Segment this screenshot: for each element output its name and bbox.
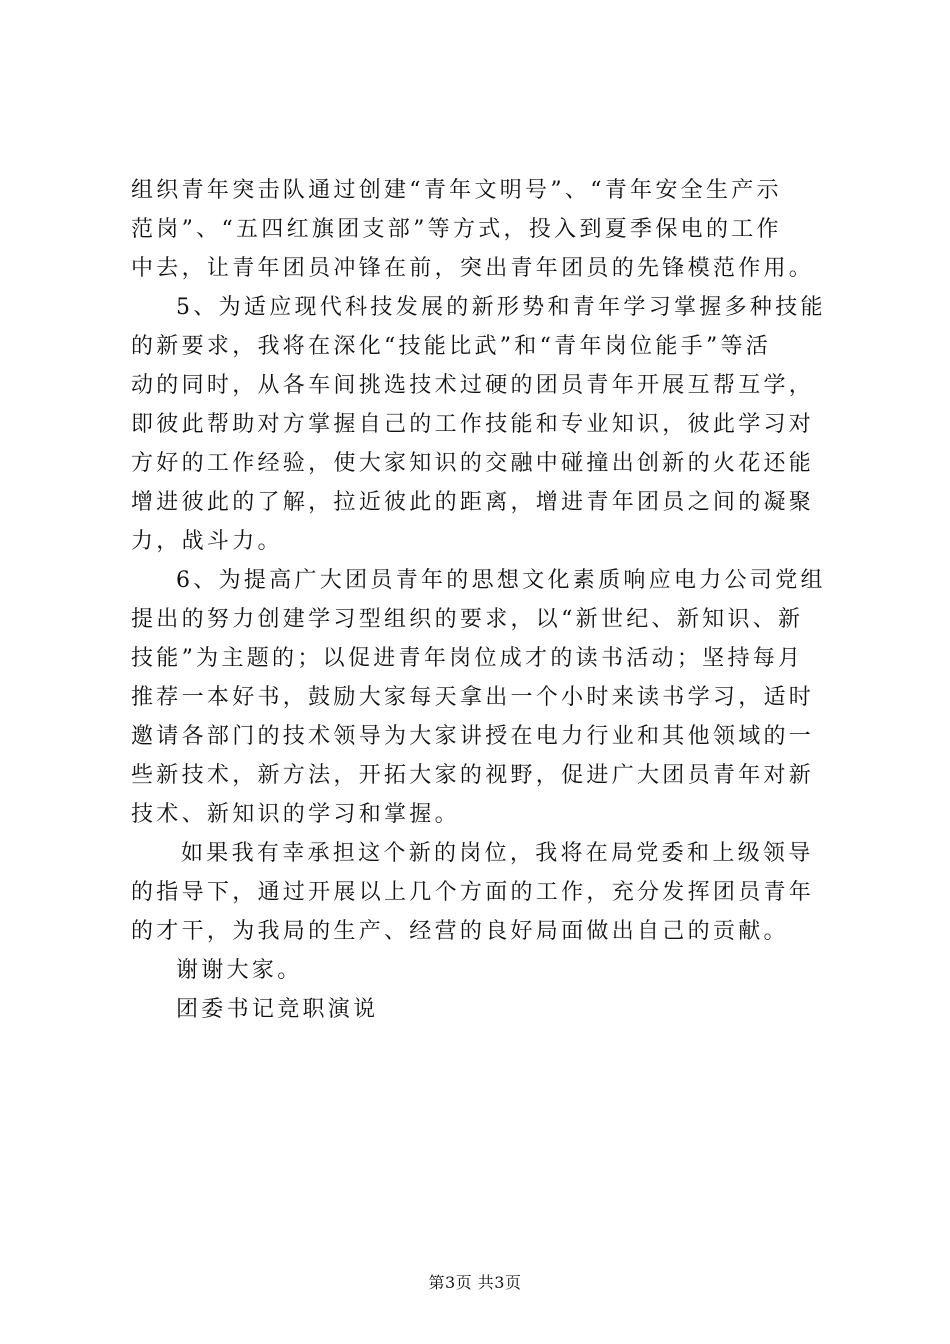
text-line: 组织青年突击队通过创建“青年文明号”、“青年安全生产示 [131, 178, 782, 203]
text-line: 动的同时，从各车间挑选技术过硬的团员青年开展互帮互学， [131, 373, 815, 398]
thanks-line: 谢谢大家。 [176, 958, 303, 983]
text-line: 的才干，为我局的生产、经营的良好局面做出自己的贡献。 [131, 919, 789, 944]
document-title-line: 团委书记竞职演说 [176, 997, 379, 1022]
closing-paragraph-start: 如果我有幸承担这个新的岗位，我将在局党委和上级领导 [181, 841, 814, 866]
paragraph-6-start: 6、为提高广大团员青年的思想文化素质响应电力公司党组 [176, 568, 826, 593]
text-line: 提出的努力创建学习型组织的要求，以“新世纪、新知识、新 [131, 607, 804, 632]
text-line: 的新要求，我将在深化“技能比武”和“青年岗位能手”等活 [131, 334, 772, 359]
document-body [131, 171, 831, 1029]
text-line: 技能”为主题的；以促进青年岗位成才的读书活动；坚持每月 [131, 646, 804, 671]
text-line: 方好的工作经验，使大家知识的交融中碰撞出创新的火花还能 [131, 451, 815, 476]
text-line: 增进彼此的了解，拉近彼此的距离，增进青年团员之间的凝聚 [131, 490, 815, 515]
text-line: 范岗”、“五四红旗团支部”等方式，投入到夏季保电的工作 [131, 217, 782, 242]
text-line: 即彼此帮助对方掌握自己的工作技能和专业知识，彼此学习对 [131, 412, 815, 437]
text-line: 力，战斗力。 [131, 529, 283, 554]
text-line: 技术、新知识的学习和掌握。 [131, 802, 460, 827]
text-line: 推荐一本好书，鼓励大家每天拿出一个小时来读书学习，适时 [131, 685, 815, 710]
text-line: 中去，让青年团员冲锋在前，突出青年团员的先锋模范作用。 [131, 256, 815, 281]
paragraph-5-start: 5、为适应现代科技发展的新形势和青年学习掌握多种技能 [176, 295, 826, 320]
text-line: 些新技术，新方法，开拓大家的视野，促进广大团员青年对新 [131, 763, 815, 788]
text-line: 的指导下，通过开展以上几个方面的工作，充分发挥团员青年 [131, 880, 815, 905]
page-number-footer: 第3页 共3页 [428, 1273, 522, 1292]
text-line: 邀请各部门的技术领导为大家讲授在电力行业和其他领域的一 [131, 724, 815, 749]
